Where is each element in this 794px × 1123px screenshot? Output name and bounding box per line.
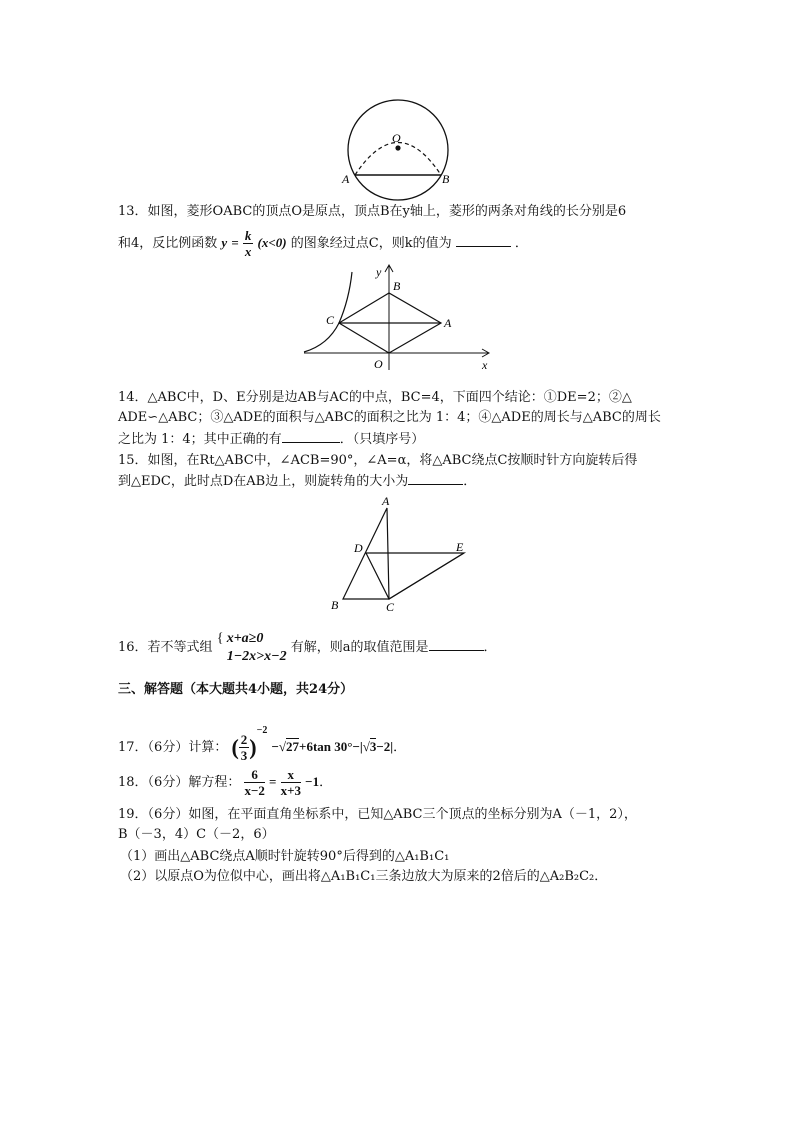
q17-pre: 17．（6分）计算： <box>118 740 228 755</box>
q18-pre: 18．（6分）解方程： <box>118 775 241 790</box>
q18-f2-num: x <box>281 767 301 783</box>
left-brace-icon: { <box>216 630 224 646</box>
label-b: B <box>442 172 450 186</box>
label-y: y <box>376 265 382 279</box>
inequality-2: 1−2x>x−2 <box>226 648 287 664</box>
q13-line1: 13．如图，菱形OABC的顶点O是原点，顶点B在y轴上，菱形的两条对角线的长分别是6 <box>118 204 627 219</box>
q18-fraction-2 <box>281 767 301 798</box>
q17-rest2: +6tan 30°−| <box>299 739 363 754</box>
section-3-title: 三、解答题（本大题共4小题，共24分） <box>118 682 354 697</box>
label-x: x <box>482 358 488 372</box>
q18-f1-den: x−2 <box>244 783 265 798</box>
func-y: y <box>221 235 228 250</box>
func-numerator: k <box>244 228 252 243</box>
label-b13: B <box>393 279 401 293</box>
q18-fraction-1 <box>244 767 264 798</box>
segment-ec <box>389 553 464 599</box>
label-a: A <box>342 172 350 186</box>
q15-line1: 15．如图，在Rt△ABC中，∠ACB=90°，∠A=α，将△ABC绕点C按顺时针方向旋转后得 <box>118 453 638 468</box>
q17-frac-num: 2 <box>240 732 248 747</box>
q14-line1: 14．△ABC中，D、E分别是边AB与AC的中点，BC=4，下面四个结论：①DE=2；②△ <box>118 390 632 405</box>
answer-blank-16[interactable] <box>429 638 484 651</box>
q17-line: 17．（6分）计算： ( $\frac{2}{3}$ )$^{-2}$ −√27+6tan 30°−|√3−2|． <box>118 725 407 763</box>
q19-line1: 19．（6分）如图，在平面直角坐标系中，已知△ABC三个顶点的坐标分别为A（－1，2）， <box>118 807 637 822</box>
q19-part1: （1）画出△ABC绕点A顺时针旋转90°后得到的△A₁B₁C₁ <box>120 849 450 864</box>
label-a13: A <box>444 316 452 330</box>
q17-end: ． <box>393 740 407 755</box>
q18-eq: = <box>269 774 277 789</box>
label-o13: O <box>374 357 383 371</box>
q14-line3-pre: 之比为 1：4；其中正确的有 <box>118 432 282 447</box>
q16-post: 有解，则a的取值范围是 <box>290 640 429 655</box>
q17-rest1: − <box>271 739 279 754</box>
q17-frac-den: 3 <box>240 748 248 763</box>
label-d15: D <box>354 541 363 555</box>
q16-pre: 16．若不等式组 <box>118 640 213 655</box>
inequality-1: x+a≥0 <box>226 630 264 646</box>
q14-line2: ADE∽△ABC；③△ADE的面积与△ABC的面积之比为 1：4；④△ADE的周长与△ABC的周长 <box>118 410 661 425</box>
label-e15: E <box>456 540 464 554</box>
func-eq: = <box>231 235 239 250</box>
q16-line <box>118 628 497 668</box>
label-c15: C <box>386 600 395 614</box>
func-condition: (x<0) <box>257 235 287 250</box>
q16-end: ． <box>483 640 497 655</box>
q14-line3-post: ．（只填序号） <box>339 432 425 447</box>
q13-end: ． <box>514 236 528 251</box>
label-c13: C <box>326 313 335 327</box>
q18-line <box>118 763 332 801</box>
q18-f2-den: x+3 <box>280 783 302 798</box>
q19-line2: B（－3，4）C（－2，6） <box>118 827 275 842</box>
label-a15: A <box>382 494 390 508</box>
q18-f1-num: 6 <box>244 767 264 783</box>
q17-exponent: −2 <box>256 725 268 736</box>
q17-sqrt2: 3 <box>369 739 377 754</box>
func-denominator: x <box>244 244 252 259</box>
q13-line2-pre: 和4，反比例函数 <box>118 236 218 251</box>
q18-tail: −1 <box>305 774 320 789</box>
q15-end: ． <box>463 474 477 489</box>
label-o: O <box>392 131 401 145</box>
triangle-edc <box>366 553 464 599</box>
q18-end: ． <box>319 775 333 790</box>
inequality-system <box>217 630 287 666</box>
q19-part2: （2）以原点O为位似中心，画出将△A₁B₁C₁三条边放大为原来的2倍后的△A₂B₂C₂． <box>120 869 608 884</box>
q15-line2-pre: 到△EDC，此时点D在AB边上，则旋转角的大小为 <box>118 474 409 489</box>
q17-rest3: −2| <box>376 739 394 754</box>
q17-fraction <box>239 732 250 763</box>
label-b15: B <box>331 598 339 612</box>
q17-sqrt1: 27 <box>286 739 300 754</box>
q13-line2-post: 的图象经过点C，则k的值为 <box>290 236 452 251</box>
